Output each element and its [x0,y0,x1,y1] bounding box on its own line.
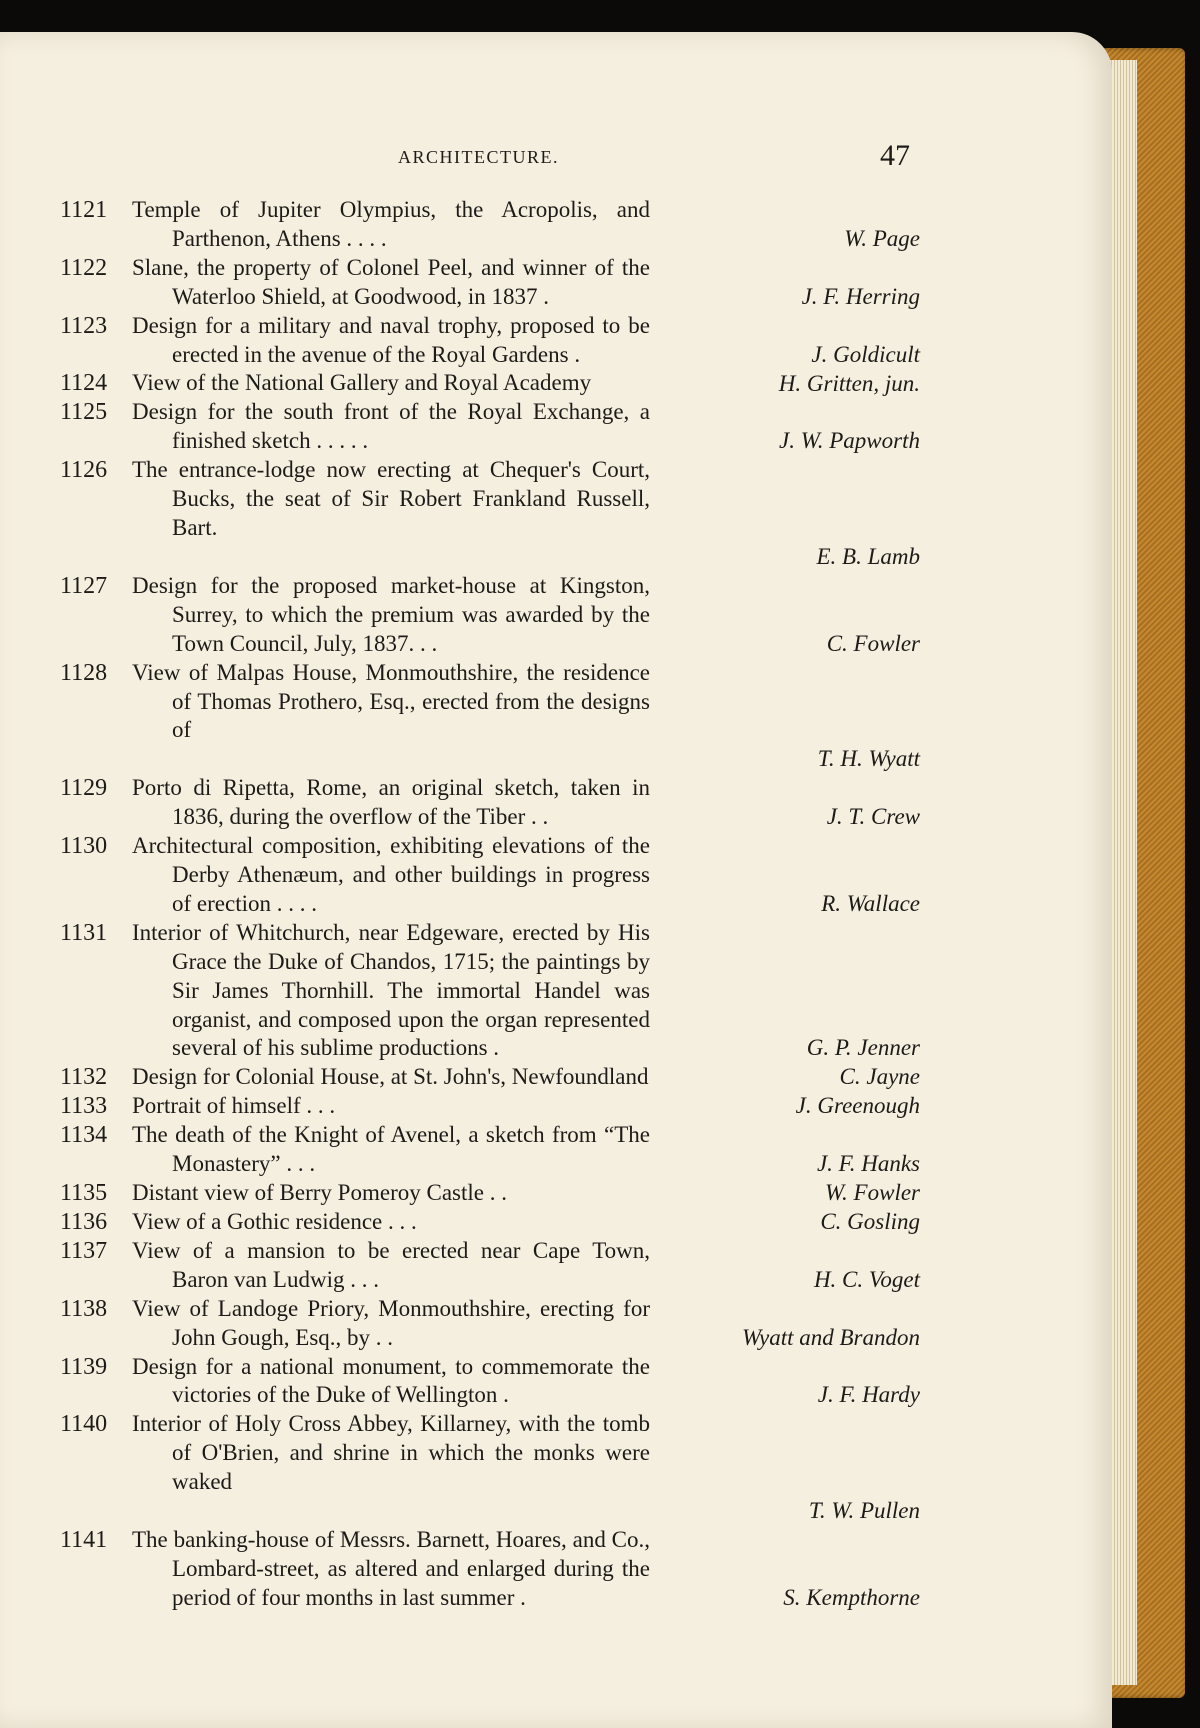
entry-title: Interior of Whitchurch, near Edgeware, erected by His Grace the Duke of Chandos, 1715; the paintings by Sir James Thornhill. The immortal Handel was organist, and composed upon the organ represented several of his sublime productions . [132,919,650,1061]
entry-artist: H. Gritten, jun. [778,370,920,396]
entry-artist: J. Goldicult [811,341,920,367]
entry-title: Portrait of himself . . . [132,1093,336,1119]
entry-title: Design for the south front of the Royal Exchange, a finished sketch . . . . . [132,399,650,454]
entry-title: Design for the proposed market-house at Kingston, Surrey, to which the premium was awarded by the Town Council, July, 1837. . . [132,572,650,656]
entry-number: 1127 [60,572,108,599]
entry-title: Interior of Holy Cross Abbey, Killarney, with the tomb of O'Brien, and shrine in which the monks were waked [132,1411,650,1495]
entry-title: The death of the Knight of Avenel, a sketch from “The Monastery” . . . [132,1122,650,1177]
catalogue-entry [60,1410,920,1526]
entry-title: Design for a military and naval trophy, proposed to be erected in the avenue of the Royal Gardens . [132,312,650,367]
entry-artist: C. Gosling [820,1208,920,1234]
entry-artist: J. Greenough [795,1093,920,1119]
entry-artist: Wyatt and Brandon [741,1324,920,1350]
entry-title: Design for a national monument, to commemorate the victories of the Duke of Wellington . [132,1353,650,1408]
catalogue-entry [60,1208,920,1237]
entry-title: View of Landoge Priory, Monmouthshire, erecting for John Gough, Esq., by . . [132,1295,650,1350]
catalogue-entry [60,398,920,456]
entry-title: The entrance-lodge now erecting at Chequer's Court, Bucks, the seat of Sir Robert Frankland Russell, Bart. [132,457,650,541]
entry-artist: C. Fowler [826,630,920,656]
catalogue-entry [60,1526,920,1613]
catalogue-entry [60,369,920,398]
running-head [0,139,1112,177]
section-title: ARCHITECTURE. [398,147,559,167]
catalogue-entry [60,1295,920,1353]
catalogue-entry [60,832,920,919]
catalogue-entry [60,1092,920,1121]
entry-title: View of a Gothic residence . . . [132,1208,417,1234]
catalogue-entry [60,1121,920,1179]
entry-title: Design for Colonial House, at St. John's, Newfoundland [132,1064,649,1090]
entry-title: The banking-house of Messrs. Barnett, Hoares, and Co., Lombard-street, as altered and enlarged during the period of four months in last summer . [132,1526,650,1610]
entry-artist: J. F. Hardy [817,1382,920,1408]
catalogue-entry [60,774,920,832]
entry-artist: R. Wallace [821,890,920,916]
entry-title: View of Malpas House, Monmouthshire, the residence of Thomas Prothero, Esq., erected from the designs of [132,659,650,743]
catalogue-entry [60,572,920,659]
entry-number: 1139 [60,1353,108,1380]
entry-number: 1137 [60,1237,108,1264]
entry-title: Porto di Ripetta, Rome, an original sketch, taken in 1836, during the overflow of the Tiber . . [132,775,650,830]
entry-number: 1122 [60,254,108,281]
catalogue-entry [60,312,920,370]
entry-number: 1126 [60,457,108,484]
entry-number: 1121 [60,197,108,223]
entry-number: 1125 [60,399,108,426]
entry-artist: W. Page [844,225,920,251]
entry-number: 1129 [60,775,108,802]
entry-artist: J. F. Hanks [816,1151,920,1177]
entry-title: Temple of Jupiter Olympius, the Acropolis, and Parthenon, Athens . . . . [132,197,650,251]
catalogue-entry [60,919,920,1064]
page-number: 47 [880,139,910,172]
entry-artist: T. W. Pullen [808,1498,920,1524]
entry-number: 1134 [60,1122,108,1149]
entry-number: 1133 [60,1093,108,1120]
entry-number: 1140 [60,1411,108,1438]
entry-artist: J. W. Papworth [779,428,920,454]
entry-number: 1136 [60,1208,108,1235]
entry-artist: W. Fowler [825,1180,920,1206]
catalogue-entry [60,196,920,254]
entry-number: 1141 [60,1526,108,1553]
entry-artist: T. H. Wyatt [817,746,920,772]
entry-number: 1123 [60,312,108,339]
entry-artist: C. Jayne [839,1064,920,1090]
catalogue-entry [60,254,920,312]
catalogue-entry [60,456,920,572]
entry-number: 1128 [60,659,108,686]
catalogue-entry [60,1353,920,1411]
entry-number: 1130 [60,833,108,860]
entry-number: 1132 [60,1064,108,1091]
entry-number: 1131 [60,919,108,946]
entry-title: Slane, the property of Colonel Peel, and winner of the Waterloo Shield, at Goodwood, in 1837 . [132,254,650,309]
entry-title: Architectural composition, exhibiting elevations of the Derby Athenæum, and other buildings in progress of erection . . . . [132,833,650,916]
entry-title: Distant view of Berry Pomeroy Castle . . [132,1180,507,1205]
catalogue-entries [60,196,920,1613]
entry-title: View of a mansion to be erected near Cape Town, Baron van Ludwig . . . [132,1237,650,1292]
entry-artist: J. T. Crew [826,804,920,830]
catalogue-entry [60,1237,920,1295]
entry-number: 1138 [60,1295,108,1322]
entry-artist: G. P. Jenner [806,1035,920,1061]
entry-title: View of the National Gallery and Royal Academy [132,370,592,396]
entry-number: 1135 [60,1180,108,1206]
entry-artist: H. C. Voget [813,1266,920,1292]
entry-number: 1124 [60,370,108,397]
catalogue-entry [60,1063,920,1092]
catalogue-entry [60,659,920,775]
entry-artist: J. F. Herring [801,283,920,309]
entry-artist: E. B. Lamb [816,543,920,569]
catalogue-entry [60,1179,920,1208]
entry-artist: S. Kempthorne [783,1584,920,1610]
